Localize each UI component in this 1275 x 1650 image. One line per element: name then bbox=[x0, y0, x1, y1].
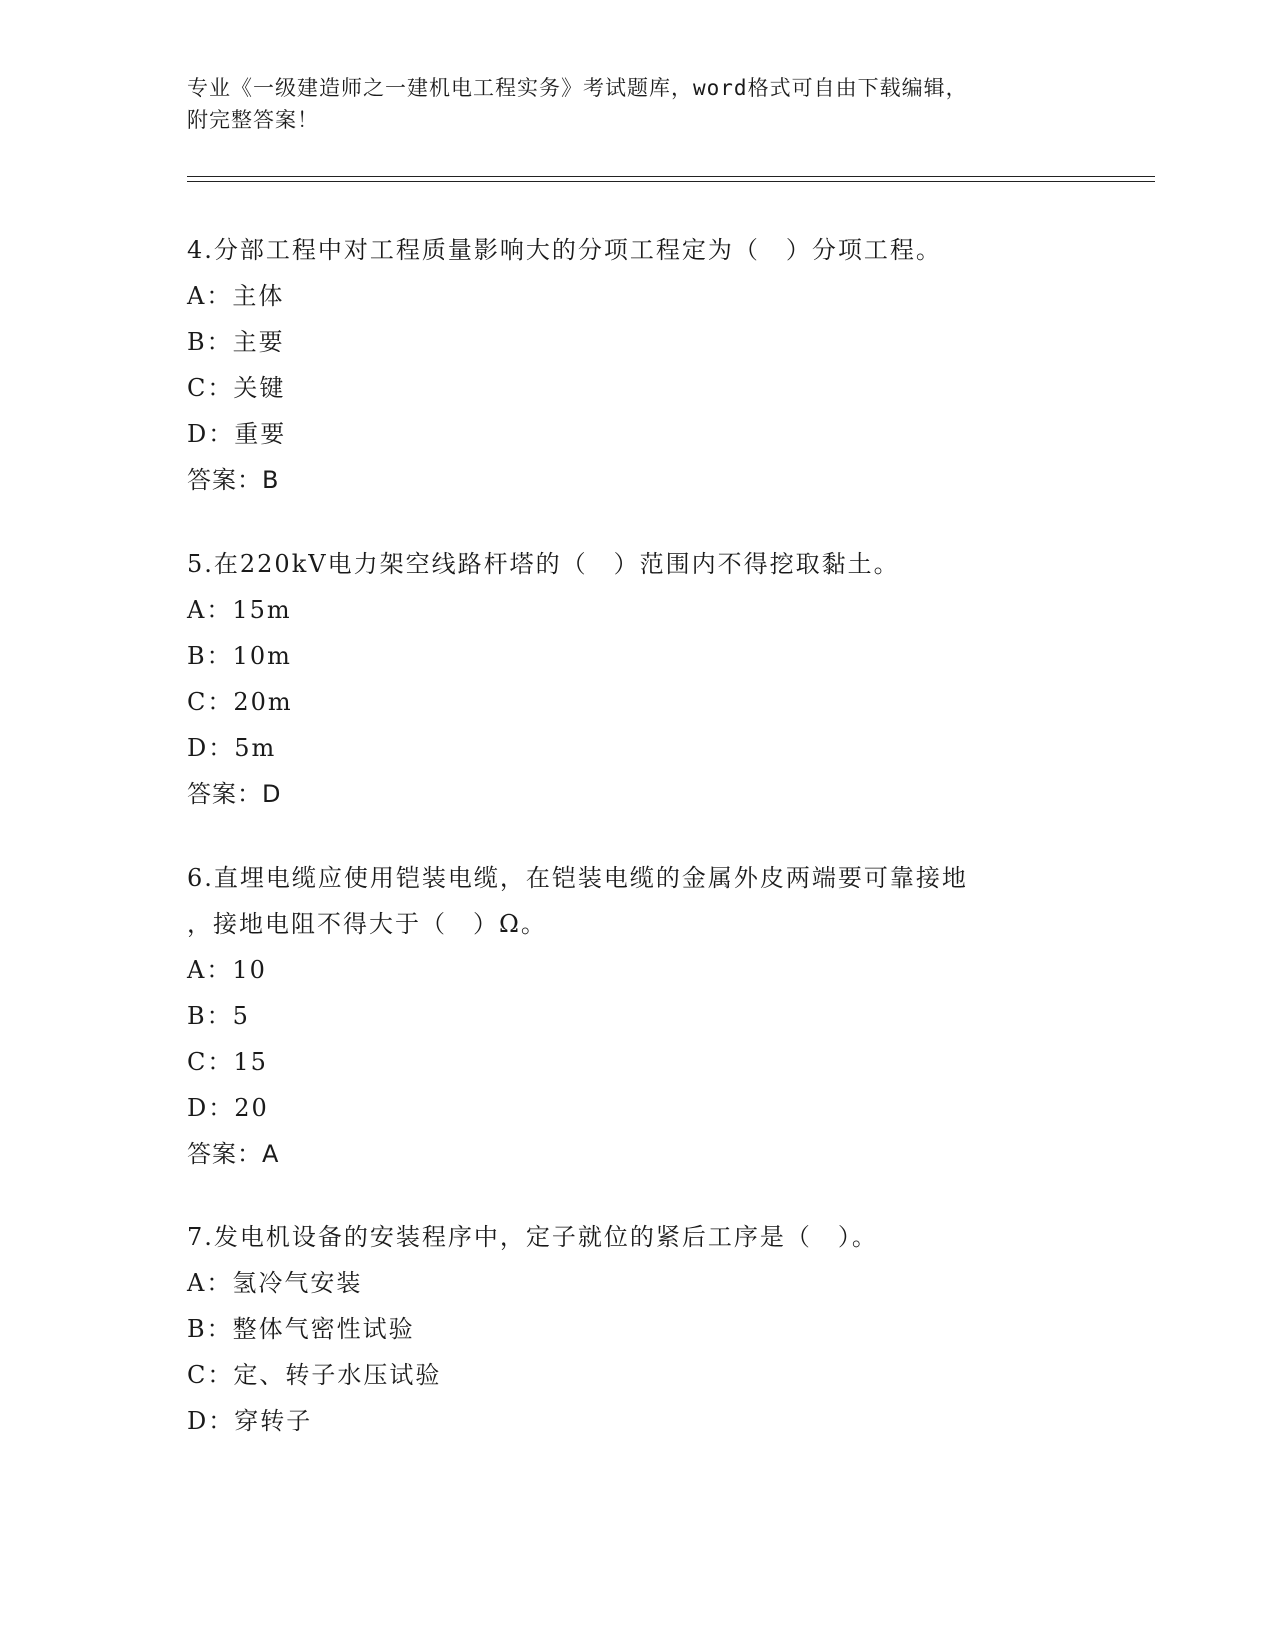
option-text: 整体气密性试验 bbox=[232, 1315, 415, 1343]
option-text: 5m bbox=[234, 734, 277, 762]
option-text: 穿转子 bbox=[234, 1407, 313, 1435]
option-c bbox=[187, 1352, 1087, 1398]
option-separator: ： bbox=[208, 420, 235, 448]
option-text: 重要 bbox=[234, 420, 287, 448]
option-letter: D bbox=[187, 734, 209, 762]
option-separator: ： bbox=[207, 374, 234, 402]
option-b bbox=[187, 993, 1087, 1039]
question-stem: 5.在220kV电力架空线路杆塔的（ ）范围内不得挖取黏土。 bbox=[187, 550, 900, 578]
option-a bbox=[187, 947, 1087, 993]
question-4 bbox=[187, 227, 1087, 503]
option-letter: D bbox=[187, 1094, 209, 1122]
option-b bbox=[187, 319, 1087, 365]
option-text: 关键 bbox=[233, 374, 286, 402]
option-separator: ： bbox=[206, 1269, 233, 1297]
option-c bbox=[187, 1039, 1087, 1085]
option-separator: ： bbox=[207, 1048, 234, 1076]
option-text: 主要 bbox=[232, 328, 285, 356]
option-separator: ： bbox=[206, 596, 233, 624]
option-text: 20 bbox=[234, 1094, 269, 1122]
option-b bbox=[187, 1306, 1087, 1352]
option-b bbox=[187, 633, 1087, 679]
option-letter: C bbox=[187, 688, 208, 716]
header-divider-bottom bbox=[187, 181, 1155, 182]
option-text: 10 bbox=[232, 956, 267, 984]
option-letter: D bbox=[187, 1407, 209, 1435]
option-text: 氢冷气安装 bbox=[232, 1269, 363, 1297]
option-d bbox=[187, 1085, 1087, 1131]
option-text: 15m bbox=[232, 596, 292, 624]
option-text: 主体 bbox=[232, 282, 285, 310]
option-separator: ： bbox=[206, 328, 233, 356]
question-stem-line-2: ，接地电阻不得大于（ ）Ω。 bbox=[187, 910, 547, 938]
header-divider-top bbox=[187, 176, 1155, 177]
option-text: 5 bbox=[232, 1002, 250, 1030]
option-separator: ： bbox=[206, 282, 233, 310]
option-letter: C bbox=[187, 1361, 208, 1389]
question-5 bbox=[187, 541, 1087, 817]
option-separator: ： bbox=[206, 642, 233, 670]
option-c bbox=[187, 365, 1087, 411]
question-7 bbox=[187, 1214, 1087, 1444]
option-separator: ： bbox=[208, 734, 235, 762]
option-text: 20m bbox=[233, 688, 293, 716]
answer-line: 答案：D bbox=[187, 780, 282, 808]
question-6 bbox=[187, 855, 1087, 1177]
answer-line: 答案：A bbox=[187, 1140, 280, 1168]
option-a bbox=[187, 587, 1087, 633]
option-letter: A bbox=[187, 956, 207, 984]
option-d bbox=[187, 1398, 1087, 1444]
option-separator: ： bbox=[207, 688, 234, 716]
option-separator: ： bbox=[207, 1361, 234, 1389]
option-a bbox=[187, 273, 1087, 319]
question-stem: 7.发电机设备的安装程序中，定子就位的紧后工序是（ ）。 bbox=[187, 1223, 878, 1251]
option-separator: ： bbox=[206, 956, 233, 984]
header-line-1: 专业《一级建造师之一建机电工程实务》考试题库，word格式可自由下载编辑， bbox=[187, 76, 968, 100]
option-letter: D bbox=[187, 420, 209, 448]
option-separator: ： bbox=[206, 1002, 233, 1030]
option-text: 15 bbox=[233, 1048, 268, 1076]
option-text: 定、转子水压试验 bbox=[233, 1361, 442, 1389]
option-letter: A bbox=[187, 1269, 207, 1297]
option-a bbox=[187, 1260, 1087, 1306]
option-c bbox=[187, 679, 1087, 725]
option-letter: A bbox=[187, 596, 207, 624]
option-letter: B bbox=[187, 1315, 207, 1343]
option-d bbox=[187, 725, 1087, 771]
answer-line: 答案：B bbox=[187, 466, 280, 494]
option-separator: ： bbox=[206, 1315, 233, 1343]
question-stem-line-1: 6.直埋电缆应使用铠装电缆，在铠装电缆的金属外皮两端要可靠接地 bbox=[187, 864, 968, 892]
option-separator: ： bbox=[208, 1094, 235, 1122]
question-stem: 4.分部工程中对工程质量影响大的分项工程定为（ ）分项工程。 bbox=[187, 236, 942, 264]
document-header bbox=[187, 72, 1087, 136]
option-d bbox=[187, 411, 1087, 457]
option-letter: A bbox=[187, 282, 207, 310]
option-letter: B bbox=[187, 642, 207, 670]
option-letter: C bbox=[187, 1048, 208, 1076]
option-separator: ： bbox=[208, 1407, 235, 1435]
header-line-2: 附完整答案！ bbox=[187, 108, 319, 132]
option-letter: B bbox=[187, 328, 207, 356]
option-text: 10m bbox=[232, 642, 292, 670]
option-letter: B bbox=[187, 1002, 207, 1030]
option-letter: C bbox=[187, 374, 208, 402]
